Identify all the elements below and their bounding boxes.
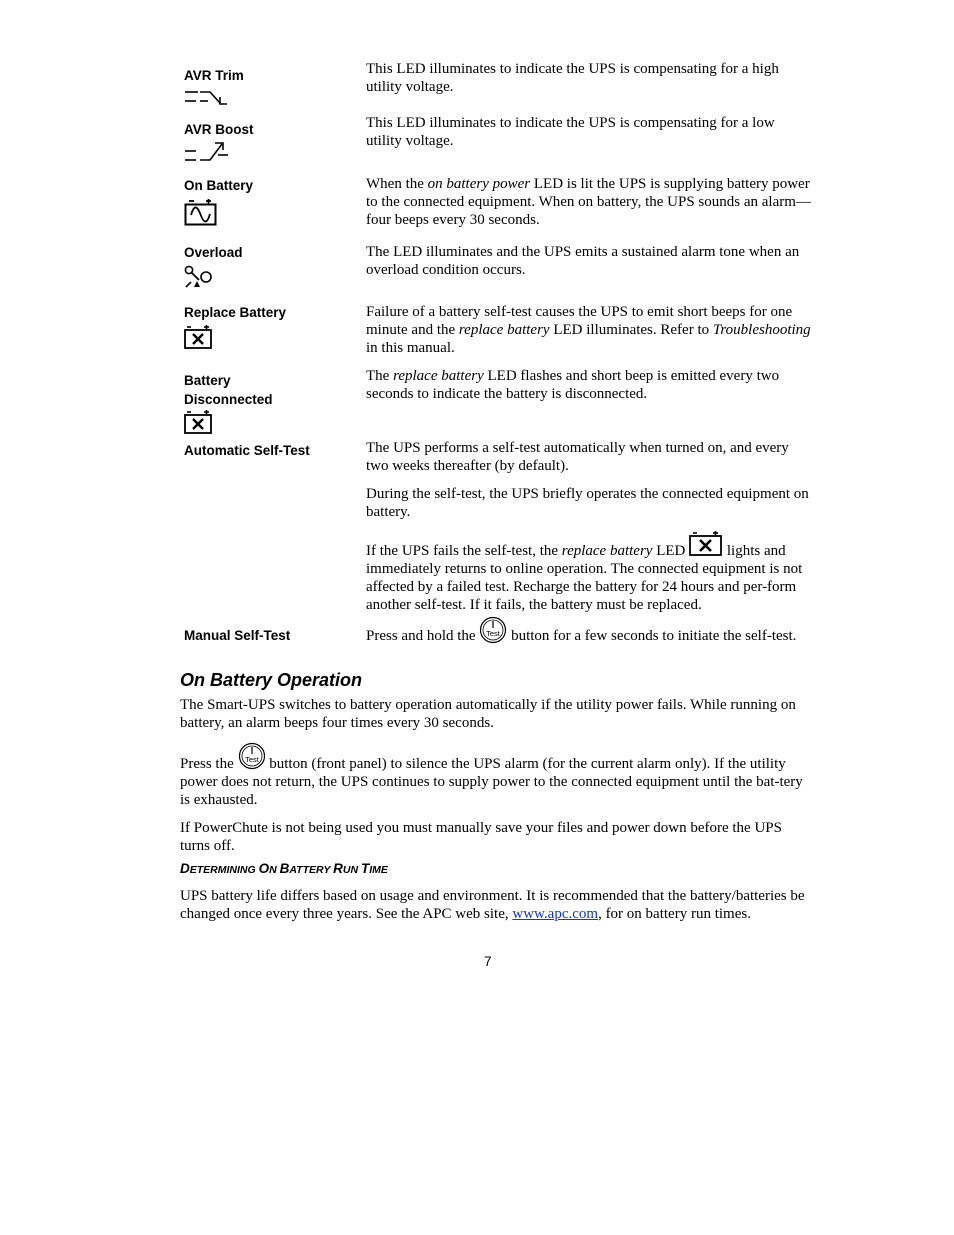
run-time-p1-pre: UPS battery life differs based on usage and environment. It is recommended that the battery/batteries be changed once every three years. See the APC web site, bbox=[180, 888, 805, 922]
overload-description: The LED illuminates and the UPS emits a sustained alarm tone when an overload condition occurs. bbox=[366, 244, 800, 278]
heading-part: UN bbox=[342, 864, 361, 876]
avr-trim-description: This LED illuminates to indicate the UPS is compensating for a high utility voltage. bbox=[366, 61, 779, 95]
automatic-self-test-p3-a: If the UPS fails the self-test, the bbox=[366, 543, 562, 559]
automatic-self-test-label: Automatic Self-Test bbox=[184, 443, 310, 458]
automatic-self-test-p3-b: LED bbox=[652, 543, 690, 559]
on-battery-operation-body bbox=[180, 696, 814, 855]
replace-battery-inline-icon bbox=[689, 531, 723, 557]
heading-part: ETERMINING bbox=[189, 864, 259, 876]
avr-boost-label: AVR Boost bbox=[184, 122, 254, 137]
battery-disconnected-desc-em: replace battery bbox=[393, 368, 484, 384]
replace-battery-desc-em1: replace battery bbox=[458, 322, 550, 338]
avr-trim-label: AVR Trim bbox=[184, 68, 244, 83]
determining-run-time-p1 bbox=[180, 887, 814, 923]
heading-part: D bbox=[180, 861, 190, 876]
on-battery-operation-p1: The Smart-UPS switches to battery operation automatically if the utility power fails. While running on battery, an alarm beeps four times every 30 seconds. bbox=[180, 697, 796, 731]
manual-self-test-desc-post: button for a few seconds to initiate the self-test. bbox=[507, 628, 797, 644]
heading-part: B bbox=[279, 861, 290, 876]
battery-disconnected-desc-post: LED flashes and short beep is emitted every two seconds to indicate the battery is disconnected. bbox=[366, 368, 780, 402]
on-battery-operation-p2-post: button (front panel) to silence the UPS alarm (for the current alarm only). If the utility power does not return, the UPS continues to supply power to the connected equipment until the bat-tery is exhausted. bbox=[180, 756, 803, 808]
automatic-self-test-p1: The UPS performs a self-test automatically when turned on, and every two weeks thereafter (by default). bbox=[366, 440, 789, 474]
heading-part: N bbox=[269, 864, 280, 876]
on-battery-desc-pre: When the bbox=[366, 176, 428, 192]
on-battery-operation-p2 bbox=[180, 742, 814, 809]
apc-website-link[interactable]: www.apc.com bbox=[512, 906, 599, 922]
test-icon-text-2: Test bbox=[244, 755, 259, 764]
battery-disconnected-label-line1: Battery bbox=[184, 373, 231, 388]
overload-icon bbox=[184, 265, 216, 291]
automatic-self-test-description bbox=[366, 439, 814, 614]
determining-run-time-body bbox=[180, 887, 814, 923]
replace-battery-label: Replace Battery bbox=[184, 305, 287, 320]
automatic-self-test-p3 bbox=[366, 531, 814, 614]
replace-battery-desc-em2: Troubleshooting bbox=[712, 322, 811, 338]
avr-boost-description: This LED illuminates to indicate the UPS is compensating for a low utility voltage. bbox=[366, 115, 775, 149]
automatic-self-test-p2: During the self-test, the UPS briefly operates the connected equipment on battery. bbox=[366, 486, 809, 520]
manual-self-test-description bbox=[366, 616, 814, 649]
manual-self-test-desc-pre: Press and hold the bbox=[366, 628, 480, 644]
on-battery-desc-post: LED is lit the UPS is supplying battery power to the connected equipment. When on battery, the UPS sounds an alarm—four beeps every 30 seconds. bbox=[366, 176, 811, 228]
battery-disconnected-icon bbox=[184, 410, 214, 435]
automatic-self-test-p3-c: lights and immediately returns to online operation. The connected equipment is not affected by a failed test. Recharge the battery for 24 hours and per-form another self-test. If it fails, the battery must be replaced. bbox=[366, 543, 803, 613]
avr-boost-icon bbox=[184, 140, 230, 164]
heading-part: IME bbox=[369, 864, 388, 876]
replace-battery-desc-1: Failure of a battery self-test causes the UPS to emit short beeps for one minute and the bbox=[366, 304, 793, 338]
battery-disconnected-description bbox=[366, 367, 814, 403]
page-number: 7 bbox=[484, 954, 492, 969]
test-button-icon bbox=[479, 616, 507, 644]
overload-label: Overload bbox=[184, 245, 243, 260]
replace-battery-desc-3: in this manual. bbox=[366, 340, 455, 356]
heading-part: T bbox=[360, 861, 370, 876]
avr-trim-icon bbox=[184, 86, 230, 108]
manual-self-test-label: Manual Self-Test bbox=[184, 628, 291, 643]
replace-battery-icon bbox=[184, 325, 214, 350]
on-battery-operation-heading: On Battery Operation bbox=[180, 670, 363, 690]
heading-part: O bbox=[258, 861, 270, 876]
determining-run-time-heading bbox=[180, 861, 388, 876]
on-battery-icon bbox=[184, 199, 218, 227]
test-icon-text: Test bbox=[486, 629, 501, 638]
on-battery-operation-p2-pre: Press the bbox=[180, 756, 238, 772]
run-time-p1-post: , for on battery run times. bbox=[598, 906, 751, 922]
replace-battery-description bbox=[366, 303, 814, 357]
heading-part: ATTERY bbox=[289, 864, 334, 876]
heading-part: R bbox=[333, 861, 343, 876]
on-battery-description bbox=[366, 175, 814, 229]
on-battery-label: On Battery bbox=[184, 178, 254, 193]
on-battery-operation-p3: If PowerChute is not being used you must manually save your files and power down before the UPS turns off. bbox=[180, 820, 782, 854]
battery-disconnected-label bbox=[184, 371, 273, 409]
replace-battery-desc-2: LED illuminates. Refer to bbox=[549, 322, 713, 338]
battery-disconnected-label-line2: Disconnected bbox=[184, 392, 273, 407]
automatic-self-test-p3-em: replace battery bbox=[561, 543, 653, 559]
on-battery-desc-em: on battery power bbox=[427, 176, 531, 192]
battery-disconnected-desc-pre: The bbox=[366, 368, 394, 384]
test-button-icon-2 bbox=[238, 742, 266, 770]
